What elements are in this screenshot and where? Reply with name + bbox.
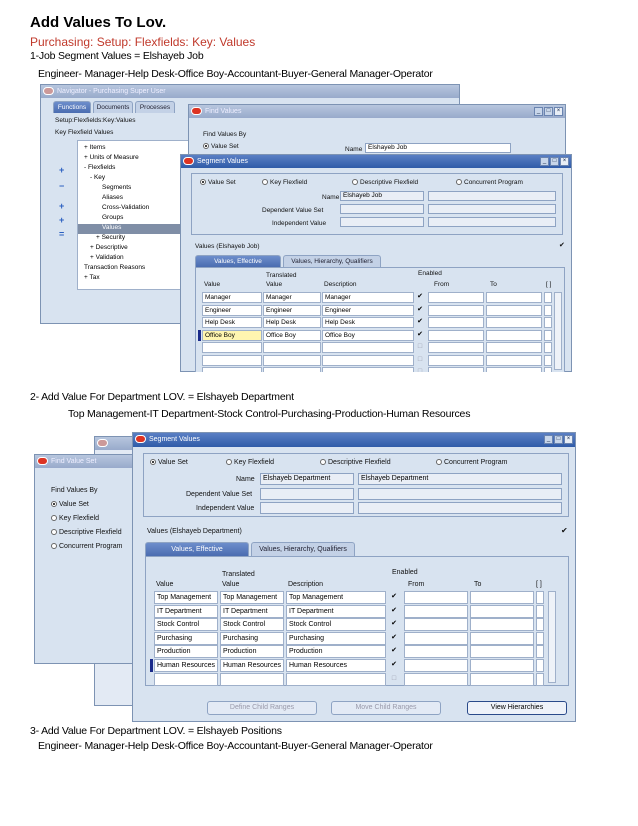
segment-title: Segment Values bbox=[197, 158, 248, 165]
dff-cell[interactable] bbox=[544, 367, 552, 372]
description-cell[interactable] bbox=[322, 342, 414, 353]
col-dff-header: [ ] bbox=[536, 581, 542, 588]
description-cell[interactable]: Office Boy bbox=[322, 330, 414, 341]
enabled-checkbox[interactable]: □ bbox=[417, 343, 423, 350]
values-section-label: Values (Elshayeb Department) bbox=[147, 528, 242, 535]
expand-branch-icon[interactable]: + bbox=[59, 201, 65, 211]
value-cell[interactable] bbox=[202, 355, 262, 366]
tree-item[interactable]: + Units of Measure bbox=[84, 154, 139, 161]
collapse-icon[interactable]: − bbox=[59, 181, 65, 191]
independent-value-label: Independent Value bbox=[272, 220, 327, 227]
description-cell[interactable] bbox=[322, 355, 414, 366]
from-date-cell[interactable] bbox=[428, 317, 484, 328]
screenshot-department-values bbox=[30, 430, 576, 722]
find-radio-descriptive-flexfield[interactable]: Descriptive Flexfield bbox=[51, 529, 122, 536]
col-description-header: Description bbox=[288, 581, 324, 588]
enabled-checkbox[interactable]: ✔ bbox=[417, 318, 423, 325]
enabled-checkbox[interactable]: ✔ bbox=[417, 330, 423, 338]
tab-values-effective[interactable]: Values, Effective bbox=[145, 542, 249, 556]
from-date-cell[interactable] bbox=[404, 645, 468, 658]
to-date-cell[interactable] bbox=[486, 355, 542, 366]
description-cell[interactable]: Help Desk bbox=[322, 317, 414, 328]
oracle-icon bbox=[191, 107, 202, 115]
independent-value-field-secondary[interactable] bbox=[358, 502, 562, 514]
translated-value-cell[interactable] bbox=[263, 355, 321, 366]
name-field-secondary[interactable]: Elshayeb Department bbox=[358, 473, 562, 485]
values-grid-panel bbox=[195, 267, 565, 372]
find-name-field[interactable]: Elshayeb Job bbox=[365, 143, 511, 153]
dff-cell[interactable] bbox=[536, 591, 544, 604]
find-radio-value-set[interactable]: Value Set bbox=[203, 143, 239, 150]
from-date-cell[interactable] bbox=[404, 591, 468, 604]
value-cell[interactable] bbox=[154, 673, 218, 686]
values-grid-panel bbox=[145, 556, 569, 686]
value-cell[interactable]: IT Department bbox=[154, 605, 218, 618]
translated-value-cell[interactable] bbox=[263, 367, 321, 372]
tree-item[interactable]: - Flexfields bbox=[84, 164, 116, 171]
col-translated-value-header: Value bbox=[222, 581, 240, 588]
to-date-cell[interactable] bbox=[470, 618, 534, 631]
translated-value-cell[interactable]: Purchasing bbox=[220, 632, 284, 645]
to-date-cell[interactable] bbox=[470, 645, 534, 658]
radio-concurrent-program[interactable]: Concurrent Program bbox=[436, 459, 507, 466]
maximize-button[interactable]: □ bbox=[550, 157, 559, 166]
to-date-cell[interactable] bbox=[486, 292, 542, 303]
enabled-checkbox[interactable]: ✔ bbox=[391, 647, 397, 655]
enabled-checkbox[interactable]: ✔ bbox=[391, 633, 397, 641]
to-date-cell[interactable] bbox=[486, 330, 542, 341]
description-cell[interactable]: IT Department bbox=[286, 605, 386, 618]
tab-values-hierarchy[interactable]: Values, Hierarchy, Qualifiers bbox=[283, 255, 381, 267]
segment-criteria-panel bbox=[191, 173, 563, 235]
section-checkbox-icon[interactable]: ✔ bbox=[559, 242, 565, 249]
navigator-title: Navigator - Purchasing Super User bbox=[57, 88, 166, 95]
description-cell[interactable] bbox=[322, 367, 414, 372]
current-row-marker bbox=[198, 330, 201, 341]
enabled-checkbox[interactable]: □ bbox=[417, 368, 423, 372]
tree-item[interactable]: Transaction Reasons bbox=[84, 264, 146, 271]
dff-cell[interactable] bbox=[536, 605, 544, 618]
col-dff-header: [ ] bbox=[546, 281, 552, 288]
oracle-icon bbox=[183, 157, 194, 165]
dff-cell[interactable] bbox=[544, 355, 552, 366]
radio-icon bbox=[456, 179, 462, 185]
name-field-secondary[interactable] bbox=[428, 191, 556, 201]
segment-criteria-panel bbox=[143, 453, 569, 517]
to-date-cell[interactable] bbox=[470, 591, 534, 604]
from-date-cell[interactable] bbox=[404, 618, 468, 631]
dff-cell[interactable] bbox=[536, 659, 544, 672]
radio-icon bbox=[262, 179, 268, 185]
translated-value-cell[interactable]: Human Resources bbox=[220, 659, 284, 672]
description-cell[interactable] bbox=[286, 673, 386, 686]
tab-values-hierarchy[interactable]: Values, Hierarchy, Qualifiers bbox=[251, 542, 355, 556]
tree-item[interactable]: + Items bbox=[84, 144, 106, 151]
radio-value-set[interactable]: Value Set bbox=[200, 179, 236, 186]
dff-cell[interactable] bbox=[544, 342, 552, 353]
value-cell[interactable]: Production bbox=[154, 645, 218, 658]
enabled-checkbox[interactable]: □ bbox=[391, 674, 397, 682]
value-cell[interactable]: Help Desk bbox=[202, 317, 262, 328]
oracle-icon bbox=[37, 457, 48, 465]
expand-all-icon[interactable]: + bbox=[59, 215, 65, 225]
oracle-icon bbox=[43, 87, 54, 95]
tree-item[interactable]: Aliases bbox=[102, 194, 123, 201]
step3-heading: 3- Add Value For Department LOV. = Elshayeb Positions bbox=[30, 725, 282, 737]
dff-cell[interactable] bbox=[544, 292, 552, 303]
dff-cell[interactable] bbox=[536, 673, 544, 686]
segment-titlebar bbox=[181, 155, 571, 168]
dff-cell[interactable] bbox=[544, 330, 552, 341]
dependent-value-set-field[interactable] bbox=[340, 204, 424, 214]
enabled-checkbox[interactable]: ✔ bbox=[391, 593, 397, 600]
to-date-cell[interactable] bbox=[470, 659, 534, 672]
tree-item[interactable]: + Security bbox=[96, 234, 126, 241]
view-hierarchies-button[interactable]: View Hierarchies bbox=[467, 701, 567, 715]
dependent-value-set-label: Dependent Value Set bbox=[186, 491, 253, 498]
radio-key-flexfield[interactable]: Key Flexfield bbox=[226, 459, 274, 466]
value-cell[interactable]: Engineer bbox=[202, 305, 262, 316]
grid-scrollbar[interactable] bbox=[548, 591, 556, 683]
step1-heading: 1-Job Segment Values = Elshayeb Job bbox=[30, 50, 204, 62]
radio-concurrent-program[interactable]: Concurrent Program bbox=[456, 179, 523, 186]
radio-descriptive-flexfield[interactable]: Descriptive Flexfield bbox=[320, 459, 391, 466]
minimize-button[interactable]: _ bbox=[544, 435, 553, 444]
radio-icon bbox=[320, 459, 326, 465]
oracle-icon bbox=[135, 435, 146, 443]
radio-key-flexfield[interactable]: Key Flexfield bbox=[262, 179, 307, 186]
description-cell[interactable]: Production bbox=[286, 645, 386, 658]
step1-detail: Engineer- Manager-Help Desk-Office Boy-Accountant-Buyer-General Manager-Operator bbox=[38, 68, 433, 80]
enabled-checkbox[interactable]: ✔ bbox=[391, 606, 397, 614]
enabled-checkbox[interactable]: ✔ bbox=[417, 293, 423, 300]
value-cell[interactable]: Manager bbox=[202, 292, 262, 303]
step2-detail: Top Management-IT Department-Stock Control-Purchasing-Production-Human Resources bbox=[68, 408, 471, 420]
find-titlebar bbox=[189, 105, 565, 118]
maximize-button[interactable]: □ bbox=[554, 435, 563, 444]
col-value-header: Value bbox=[204, 281, 221, 288]
tree-item[interactable]: Segments bbox=[102, 184, 132, 191]
navigation-path: Purchasing: Setup: Flexfields: Key: Values bbox=[30, 35, 256, 49]
from-date-cell[interactable] bbox=[428, 355, 484, 366]
from-date-cell[interactable] bbox=[404, 659, 468, 672]
name-field[interactable]: Elshayeb Department bbox=[260, 473, 354, 485]
step2-heading: 2- Add Value For Department LOV. = Elshayeb Department bbox=[30, 391, 294, 403]
radio-icon bbox=[226, 459, 232, 465]
translated-value-cell[interactable]: Office Boy bbox=[263, 330, 321, 341]
move-child-ranges-button[interactable]: Move Child Ranges bbox=[331, 701, 441, 715]
nav-section-label: Key Flexfield Values bbox=[55, 129, 114, 136]
enabled-checkbox[interactable]: □ bbox=[417, 355, 423, 363]
tab-processes[interactable]: Processes bbox=[135, 101, 175, 113]
close-button[interactable]: × bbox=[560, 157, 569, 166]
dependent-value-set-label: Dependent Value Set bbox=[262, 207, 324, 214]
from-date-cell[interactable] bbox=[404, 632, 468, 645]
value-cell[interactable]: Office Boy bbox=[202, 330, 262, 341]
translated-value-cell[interactable]: Stock Control bbox=[220, 618, 284, 631]
tree-item[interactable]: - Key bbox=[90, 174, 106, 181]
define-child-ranges-button[interactable]: Define Child Ranges bbox=[207, 701, 317, 715]
find-radio-key-flexfield[interactable]: Key Flexfield bbox=[51, 515, 99, 522]
name-field[interactable]: Elshayeb Job bbox=[340, 191, 424, 201]
from-date-cell[interactable] bbox=[428, 330, 484, 341]
minimize-button[interactable]: _ bbox=[540, 157, 549, 166]
oracle-icon bbox=[97, 439, 108, 447]
col-from-header: From bbox=[408, 581, 425, 588]
col-value-header: Value bbox=[156, 581, 174, 588]
dff-cell[interactable] bbox=[544, 305, 552, 316]
col-enabled-header: Enabled bbox=[392, 569, 418, 576]
tab-values-effective[interactable]: Values, Effective bbox=[195, 255, 281, 267]
find-radio-concurrent-program[interactable]: Concurrent Program bbox=[51, 543, 122, 550]
segment-values-window bbox=[180, 154, 572, 372]
dff-cell[interactable] bbox=[536, 645, 544, 658]
dependent-value-set-field[interactable] bbox=[260, 488, 354, 500]
col-translated-value-header: Value bbox=[266, 281, 283, 288]
close-button[interactable]: × bbox=[554, 107, 563, 116]
maximize-button[interactable]: □ bbox=[544, 107, 553, 116]
dff-cell[interactable] bbox=[544, 317, 552, 328]
dff-cell[interactable] bbox=[536, 632, 544, 645]
expand-icon[interactable]: + bbox=[59, 165, 65, 175]
translated-value-cell[interactable]: Engineer bbox=[263, 305, 321, 316]
translated-value-cell[interactable]: Production bbox=[220, 645, 284, 658]
nav-tree bbox=[77, 140, 197, 290]
from-date-cell[interactable] bbox=[428, 305, 484, 316]
radio-value-set[interactable]: Value Set bbox=[150, 459, 188, 466]
to-date-cell[interactable] bbox=[486, 305, 542, 316]
collapse-all-icon[interactable]: = bbox=[59, 229, 65, 239]
radio-selected-icon bbox=[150, 459, 156, 465]
find-title: Find Value Set bbox=[51, 458, 97, 465]
enabled-checkbox[interactable]: ✔ bbox=[417, 305, 423, 313]
radio-icon bbox=[436, 459, 442, 465]
radio-selected-icon bbox=[51, 501, 57, 507]
to-date-cell[interactable] bbox=[486, 342, 542, 353]
translated-value-cell[interactable]: IT Department bbox=[220, 605, 284, 618]
grid-scrollbar[interactable] bbox=[554, 292, 562, 370]
to-date-cell[interactable] bbox=[470, 632, 534, 645]
description-cell[interactable]: Stock Control bbox=[286, 618, 386, 631]
enabled-checkbox[interactable]: ✔ bbox=[391, 661, 397, 668]
find-group-label: Find Values By bbox=[203, 131, 247, 138]
to-date-cell[interactable] bbox=[470, 673, 534, 686]
from-date-cell[interactable] bbox=[428, 292, 484, 303]
description-cell[interactable]: Human Resources bbox=[286, 659, 386, 672]
col-from-header: From bbox=[434, 281, 450, 288]
translated-value-cell[interactable] bbox=[220, 673, 284, 686]
segment-titlebar bbox=[133, 433, 575, 447]
radio-selected-icon bbox=[203, 143, 209, 149]
radio-icon bbox=[51, 515, 57, 521]
dependent-value-set-field-secondary[interactable] bbox=[428, 204, 556, 214]
translated-value-cell[interactable]: Help Desk bbox=[263, 317, 321, 328]
name-label: Name bbox=[322, 194, 340, 201]
name-label: Name bbox=[236, 476, 255, 483]
col-to-header: To bbox=[490, 281, 497, 288]
value-cell[interactable] bbox=[202, 367, 262, 372]
from-date-cell[interactable] bbox=[428, 367, 484, 372]
to-date-cell[interactable] bbox=[470, 605, 534, 618]
tree-item-selected[interactable]: Values bbox=[78, 224, 197, 234]
to-date-cell[interactable] bbox=[486, 367, 542, 372]
tree-item[interactable]: Groups bbox=[102, 214, 124, 221]
radio-descriptive-flexfield[interactable]: Descriptive Flexfield bbox=[352, 179, 418, 186]
description-cell[interactable]: Manager bbox=[322, 292, 414, 303]
col-to-header: To bbox=[474, 581, 482, 588]
from-date-cell[interactable] bbox=[428, 342, 484, 353]
description-cell[interactable]: Purchasing bbox=[286, 632, 386, 645]
value-cell[interactable]: Top Management bbox=[154, 591, 218, 604]
description-cell[interactable]: Top Management bbox=[286, 591, 386, 604]
tree-item[interactable]: + Tax bbox=[84, 274, 100, 281]
find-name-label: Name bbox=[345, 146, 363, 153]
independent-value-label: Independent Value bbox=[196, 505, 255, 512]
value-cell[interactable] bbox=[202, 342, 262, 353]
radio-icon bbox=[51, 529, 57, 535]
tree-item[interactable]: Cross-Validation bbox=[102, 204, 150, 211]
independent-value-field-secondary[interactable] bbox=[428, 217, 556, 227]
minimize-button[interactable]: _ bbox=[534, 107, 543, 116]
navigator-titlebar bbox=[41, 85, 459, 98]
tree-item[interactable]: + Validation bbox=[90, 254, 124, 261]
from-date-cell[interactable] bbox=[404, 673, 468, 686]
independent-value-field[interactable] bbox=[260, 502, 354, 514]
from-date-cell[interactable] bbox=[404, 605, 468, 618]
col-enabled-header: Enabled bbox=[418, 270, 442, 277]
find-group-label: Find Values By bbox=[51, 487, 98, 494]
description-cell[interactable]: Engineer bbox=[322, 305, 414, 316]
screenshot-job-values bbox=[38, 82, 574, 372]
translated-value-cell[interactable]: Top Management bbox=[220, 591, 284, 604]
nav-path: Setup:Flexfields:Key:Values bbox=[55, 117, 136, 124]
col-description-header: Description bbox=[324, 281, 357, 288]
section-checkbox-icon[interactable]: ✔ bbox=[561, 526, 568, 535]
to-date-cell[interactable] bbox=[486, 317, 542, 328]
values-section-label: Values (Elshayeb Job) bbox=[195, 243, 260, 250]
document-title: Add Values To Lov. bbox=[30, 14, 167, 31]
translated-value-cell[interactable]: Manager bbox=[263, 292, 321, 303]
radio-selected-icon bbox=[200, 179, 206, 185]
dff-cell[interactable] bbox=[536, 618, 544, 631]
value-cell[interactable]: Human Resources bbox=[154, 659, 218, 672]
close-button[interactable]: × bbox=[564, 435, 573, 444]
translated-value-cell[interactable] bbox=[263, 342, 321, 353]
dependent-value-set-field-secondary[interactable] bbox=[358, 488, 562, 500]
current-row-marker bbox=[150, 659, 153, 672]
find-radio-value-set[interactable]: Value Set bbox=[51, 501, 89, 508]
value-cell[interactable]: Purchasing bbox=[154, 632, 218, 645]
independent-value-field[interactable] bbox=[340, 217, 424, 227]
col-translated-header: Translated bbox=[266, 272, 297, 279]
radio-icon bbox=[352, 179, 358, 185]
step3-detail: Engineer- Manager-Help Desk-Office Boy-Accountant-Buyer-General Manager-Operator bbox=[38, 740, 433, 752]
tab-functions[interactable]: Functions bbox=[53, 101, 91, 113]
radio-icon bbox=[51, 543, 57, 549]
enabled-checkbox[interactable]: ✔ bbox=[391, 620, 397, 628]
tab-documents[interactable]: Documents bbox=[93, 101, 133, 113]
find-title: Find Values bbox=[205, 108, 242, 115]
tree-item[interactable]: + Descriptive bbox=[90, 244, 128, 251]
segment-title: Segment Values bbox=[149, 436, 200, 443]
col-translated-header: Translated bbox=[222, 571, 255, 578]
value-cell[interactable]: Stock Control bbox=[154, 618, 218, 631]
segment-values-window bbox=[132, 432, 576, 722]
